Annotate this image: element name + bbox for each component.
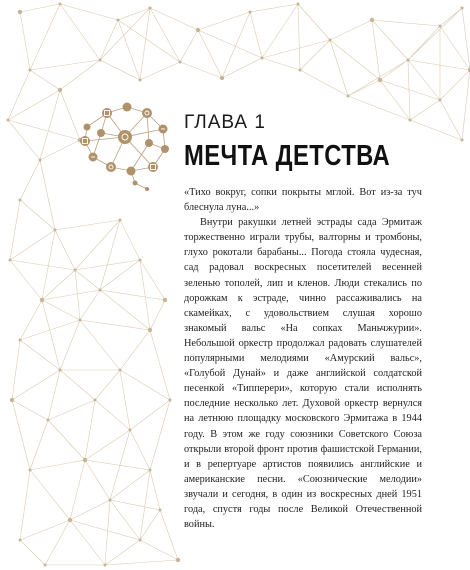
network-edge [462, 70, 470, 140]
network-edge [110, 500, 140, 540]
network-edge [410, 100, 440, 120]
network-edge [105, 500, 110, 565]
network-node [99, 59, 102, 62]
network-edge [85, 460, 150, 470]
network-node [220, 76, 224, 80]
network-edge [20, 470, 30, 540]
network-node [47, 419, 50, 422]
network-node [196, 28, 200, 32]
network-edge [150, 300, 165, 330]
network-edge [150, 8, 180, 62]
network-edge [12, 400, 30, 470]
network-edge [12, 370, 60, 400]
network-node [139, 259, 142, 262]
chapter-label: ГЛАВА 1 [184, 112, 266, 133]
network-edge [20, 12, 30, 70]
network-edge [408, 26, 440, 60]
network-node [19, 339, 22, 342]
network-edge [408, 8, 462, 60]
network-edge [160, 510, 178, 560]
network-edge [250, 4, 298, 12]
network-node [159, 509, 162, 512]
network-edge [130, 430, 150, 470]
network-edge [8, 120, 40, 160]
network-edge [70, 520, 140, 540]
network-edge [48, 370, 60, 420]
network-edge [110, 430, 130, 500]
network-edge [140, 510, 160, 540]
network-node [9, 259, 12, 262]
network-node [29, 469, 32, 472]
network-edge [262, 58, 300, 70]
network-edge [222, 58, 262, 78]
network-edge [380, 80, 440, 100]
network-edge [198, 30, 262, 58]
network-edge [100, 220, 120, 290]
network-edge [120, 220, 140, 260]
network-edge [30, 420, 48, 470]
network-edge [462, 8, 470, 70]
network-edge [75, 220, 120, 270]
network-edge [120, 370, 130, 430]
network-edge [100, 8, 150, 60]
network-edge [130, 400, 170, 430]
network-edge [45, 520, 70, 565]
network-edge [300, 40, 330, 70]
network-edge [140, 8, 150, 80]
network-edge [75, 260, 140, 270]
network-edge [42, 300, 60, 370]
network-edge [140, 540, 178, 560]
network-node [109, 499, 112, 502]
network-edge [110, 470, 150, 500]
network-edge [70, 500, 110, 520]
network-edge [408, 60, 440, 100]
network-edge [60, 4, 100, 60]
network-edge [408, 60, 470, 70]
body-paragraph: Внутри ракушки летней эстрады сада Эрмитаж торжественно играли трубы, валторны и тромбоны, глухо рокотали барабаны... Погода стояла чудесная, сад радовал воскресных посетителей весенней зеленью тополей, лип и кленов. Люди стекались по дорожкам к эстраде, чинно рассаживались на скамейках, с удовольствием слушая хорошо знакомый вальс «На сопках Маньчжурии». Небольшой оркестр продолжал радовать слушателей популярными мелодиями «Амурский вальс», «Голубой Дунай» и даже английской солдатской песенкой «Типперери», которую стали исполнять последние несколько лет. Духовой оркестр вернулся на летнюю площадку московского Эрмитажа в 1944 году. В этом же году союзники Советского Союза открыли второй фронт против фашистской Германии, и в репертуаре артистов появились английские и американские песни. «Союзнические мелодии» звучали и сегодня, в один из воскресных дней 1951 года, спустя годы после Великой Отечественной войны. [184, 217, 422, 531]
network-edge [95, 400, 130, 430]
network-edge [372, 20, 440, 26]
network-edge [198, 30, 222, 78]
network-edge [48, 420, 85, 460]
network-edge [85, 430, 130, 460]
network-node [148, 328, 152, 332]
network-edge [100, 260, 140, 290]
network-edge [298, 4, 300, 70]
network-edge [40, 140, 80, 160]
network-node [378, 78, 382, 82]
network-edge [10, 260, 75, 270]
network-edge [298, 4, 330, 40]
network-node [94, 399, 97, 402]
network-node [297, 3, 300, 6]
network-edge [80, 320, 120, 370]
network-node [117, 19, 120, 22]
network-edge [20, 520, 70, 540]
network-edge [10, 200, 20, 260]
network-node [58, 88, 62, 92]
network-node [40, 298, 44, 302]
network-node [7, 119, 10, 122]
network-edge [30, 470, 70, 520]
network-node [163, 298, 167, 302]
network-edge [20, 320, 80, 340]
network-edge [120, 330, 150, 370]
network-node [409, 119, 412, 122]
network-node [99, 289, 102, 292]
network-node [461, 7, 464, 10]
network-edge [30, 70, 60, 90]
network-node [54, 229, 57, 232]
network-node [176, 558, 180, 562]
network-edge [118, 20, 140, 80]
network-edge [75, 270, 100, 290]
network-edge [85, 460, 110, 500]
network-edge [85, 400, 95, 460]
network-edge [70, 520, 105, 565]
network-edge [140, 62, 180, 80]
network-edge [55, 230, 75, 270]
network-node [347, 95, 350, 98]
epigraph: «Тихо вокруг, сопки покрыты мглой. Вот из-за туч блеснула луна...» [184, 187, 422, 214]
network-node [439, 99, 442, 102]
network-edge [30, 460, 85, 470]
network-edge [150, 470, 160, 510]
network-node [179, 61, 182, 64]
network-node [18, 10, 22, 14]
network-node [68, 518, 72, 522]
network-edge [150, 400, 170, 470]
network-node [139, 539, 142, 542]
network-node [59, 3, 62, 6]
network-edge [48, 400, 95, 420]
network-node [407, 59, 410, 62]
network-edge [140, 260, 165, 300]
network-edge [55, 220, 120, 230]
network-edge [60, 90, 80, 140]
network-edge [30, 4, 60, 70]
network-edge [330, 40, 380, 80]
network-edge [30, 60, 100, 70]
network-edge [198, 12, 250, 30]
network-node [79, 319, 82, 322]
network-node [261, 57, 264, 60]
network-node [439, 25, 442, 28]
network-edge [118, 8, 150, 20]
network-edge [20, 340, 60, 370]
network-edge [70, 460, 85, 520]
network-edge [40, 160, 55, 230]
network-node [370, 18, 374, 22]
network-edge [118, 20, 180, 62]
network-edge [42, 300, 80, 320]
network-edge [60, 320, 80, 370]
network-node [461, 139, 464, 142]
network-edge [330, 20, 372, 40]
network-edge [250, 12, 262, 58]
network-edge [60, 4, 118, 20]
network-edge [20, 160, 40, 200]
network-edge [150, 8, 198, 30]
network-edge [440, 8, 462, 26]
chapter-body [184, 185, 422, 532]
network-edge [440, 70, 470, 100]
network-node [149, 469, 152, 472]
network-edge [75, 270, 80, 320]
network-edge [440, 100, 462, 140]
network-node [39, 159, 42, 162]
network-edge [20, 540, 45, 565]
network-edge [410, 120, 462, 140]
network-edge [8, 120, 80, 140]
network-edge [12, 400, 48, 420]
network-node [44, 564, 47, 567]
network-edge [372, 20, 380, 80]
network-edge [348, 80, 380, 96]
brain-network-icon [80, 103, 169, 192]
network-edge [42, 290, 100, 300]
network-node [19, 199, 22, 202]
network-node [29, 69, 32, 72]
network-node [169, 399, 172, 402]
network-edge [380, 60, 408, 80]
network-edge [40, 90, 60, 160]
network-edge [110, 500, 160, 510]
chapter-title: МЕЧТА ДЕТСТВА [184, 140, 391, 172]
network-node [83, 458, 87, 462]
network-edge [10, 260, 42, 300]
network-edge [8, 70, 30, 120]
network-edge [95, 370, 120, 400]
network-node [249, 11, 252, 14]
network-node [59, 369, 62, 372]
network-node [19, 539, 22, 542]
network-edge [10, 230, 55, 260]
network-edge [80, 290, 100, 320]
network-node [74, 269, 77, 272]
network-edge [440, 26, 470, 70]
network-edge [180, 30, 198, 62]
network-edge [180, 62, 222, 78]
network-edge [60, 60, 100, 90]
network-edge [20, 4, 60, 12]
network-node [299, 69, 302, 72]
network-edge [372, 20, 408, 60]
network-node [129, 429, 132, 432]
network-edge [100, 20, 118, 60]
network-node [329, 39, 332, 42]
network-edge [140, 470, 150, 540]
network-node [139, 79, 142, 82]
network-edge [105, 560, 178, 565]
network-node [119, 219, 122, 222]
network-edge [105, 540, 140, 565]
network-node [149, 7, 152, 10]
network-node [10, 398, 14, 402]
network-edge [8, 90, 60, 120]
network-edge [100, 290, 165, 300]
network-edge [222, 12, 250, 78]
network-node [119, 369, 122, 372]
network-edge [12, 340, 20, 400]
network-edge [140, 260, 150, 330]
network-edge [60, 370, 95, 400]
network-node [104, 564, 107, 567]
